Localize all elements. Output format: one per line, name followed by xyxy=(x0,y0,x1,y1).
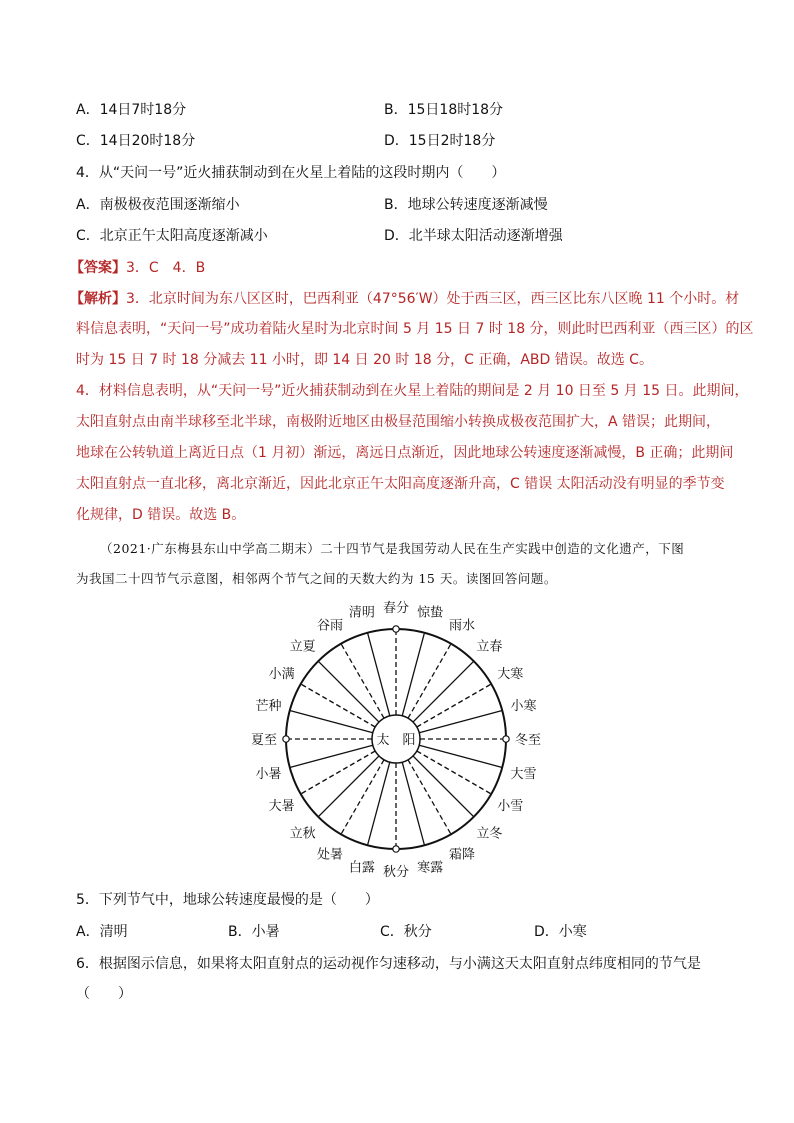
term-label-16: 大暑 xyxy=(268,799,295,814)
answer-line xyxy=(70,258,205,278)
q4-option-c: C．北京正午太阳高度逐渐减小 xyxy=(76,228,268,244)
spoke-3 xyxy=(413,661,474,722)
analysis-line-6: 地球在公转轨道上离近日点（1 月初）渐远，离远日点渐近，因此地球公转速度逐渐减慢，B 正确；此期间 xyxy=(76,445,734,461)
spoke-9 xyxy=(413,756,474,817)
term-dot-12 xyxy=(393,846,399,852)
spoke-16 xyxy=(301,751,375,794)
spoke-23 xyxy=(368,633,390,716)
term-label-21: 立夏 xyxy=(289,639,316,655)
spoke-17 xyxy=(290,745,373,767)
term-label-18: 夏至 xyxy=(250,733,278,748)
term-label-19: 芒种 xyxy=(255,698,282,714)
analysis-line-2: 料信息表明，“天问一号”成功着陆火星时为北京时间 5 月 15 日 7 时 18 分，则此时巴西利亚（西三区）的区 xyxy=(76,321,754,337)
q6-stem-2: （ ） xyxy=(76,986,132,1002)
spoke-7 xyxy=(419,745,502,767)
term-label-2: 雨水 xyxy=(448,618,476,634)
spoke-15 xyxy=(318,756,379,817)
q5-option-a: A．清明 xyxy=(76,924,128,940)
q5-option-c: C．秋分 xyxy=(380,924,432,940)
spoke-1 xyxy=(402,633,424,716)
term-label-22: 谷雨 xyxy=(316,618,344,634)
term-label-13: 白露 xyxy=(348,860,375,876)
term-label-6: 冬至 xyxy=(514,733,542,748)
q5-stem: 5．下列节气中，地球公转速度最慢的是（ ） xyxy=(76,892,379,908)
q6-stem: 6．根据图示信息，如果将太阳直射点的运动视作匀速移动，与小满这天太阳直射点纬度相同的节气是 xyxy=(76,956,701,972)
term-label-1: 惊蛰 xyxy=(417,605,444,621)
q4-option-b: B．地球公转速度逐渐减慢 xyxy=(384,197,548,213)
analysis-line-4: 4．材料信息表明，从“天问一号”近火捕获制动到在火星上着陆的期间是 2 月 10 日至 5 月 15 日。此期间， xyxy=(76,383,749,399)
spoke-21 xyxy=(318,661,379,722)
term-label-0: 春分 xyxy=(382,601,410,616)
spoke-2 xyxy=(408,644,451,718)
spoke-5 xyxy=(419,711,502,733)
intro-line-2: 为我国二十四节气示意图，相邻两个节气之间的天数大约为 15 天。读图回答问题。 xyxy=(76,571,557,586)
analysis-label: 【解析】 xyxy=(70,291,126,307)
answer-label: 【答案】 xyxy=(70,260,126,276)
q3-option-d: D．15日2时18分 xyxy=(384,133,496,149)
spoke-22 xyxy=(341,644,384,718)
spoke-8 xyxy=(417,751,491,794)
term-label-7: 大雪 xyxy=(510,767,537,783)
q3-option-c: C．14日20时18分 xyxy=(76,133,196,149)
spoke-4 xyxy=(417,684,491,727)
term-label-17: 小暑 xyxy=(255,767,282,783)
term-label-14: 处暑 xyxy=(316,847,344,863)
term-label-5: 小寒 xyxy=(510,698,537,714)
term-label-4: 大寒 xyxy=(497,667,524,682)
spoke-19 xyxy=(290,711,373,733)
analysis-text-1: 3．北京时间为东八区区时，巴西利亚（47°56′W）处于西三区，西三区比东八区晚 11 个小时。材 xyxy=(126,291,740,307)
term-label-9: 立冬 xyxy=(476,826,503,842)
analysis-line-7: 太阳直射点一直北移，离北京渐近，因此北京正午太阳高度逐渐升高，C 错误 太阳活动没有明显的季节变 xyxy=(76,476,725,492)
q5-option-b: B．小暑 xyxy=(228,924,280,940)
term-label-20: 小满 xyxy=(268,667,295,682)
analysis-line-5: 太阳直射点由南半球移至北半球，南极附近地区由极昼范围缩小转换成极夜范围扩大，A 错误；此期间， xyxy=(76,414,721,430)
sun-label: 太 阳 xyxy=(376,733,416,748)
term-label-12: 秋分 xyxy=(382,865,410,880)
spoke-11 xyxy=(402,762,424,845)
term-label-23: 清明 xyxy=(348,605,375,621)
q4-stem: 4．从“天问一号”近火捕获制动到在火星上着陆的这段时期内（ ） xyxy=(76,165,506,181)
term-dot-6 xyxy=(503,736,509,742)
q3-option-b: B．15日18时18分 xyxy=(384,102,504,118)
spoke-13 xyxy=(368,762,390,845)
term-label-10: 霜降 xyxy=(448,847,476,863)
term-label-11: 寒露 xyxy=(417,860,444,876)
analysis-line-8: 化规律，D 错误。故选 B。 xyxy=(76,507,246,523)
q3-option-a: A．14日7时18分 xyxy=(76,102,187,118)
solar-terms-diagram xyxy=(220,596,580,886)
term-dot-18 xyxy=(283,736,289,742)
term-dot-0 xyxy=(393,626,399,632)
answer-text: 3．C 4．B xyxy=(126,260,206,276)
q4-option-d: D．北半球太阳活动逐渐增强 xyxy=(384,228,563,244)
spoke-10 xyxy=(408,760,451,834)
term-label-3: 立春 xyxy=(476,639,503,655)
term-label-15: 立秋 xyxy=(289,826,316,842)
analysis-line-1 xyxy=(70,289,739,309)
q4-option-a: A．南极极夜范围逐渐缩小 xyxy=(76,197,240,213)
analysis-line-3: 时为 15 日 7 时 18 分减去 11 小时，即 14 日 20 时 18 分，C 正确，ABD 错误。故选 C。 xyxy=(76,352,653,368)
q5-option-d: D．小寒 xyxy=(534,924,587,940)
term-label-8: 小雪 xyxy=(497,799,524,814)
spoke-20 xyxy=(301,684,375,727)
spoke-14 xyxy=(341,760,384,834)
intro-line-1: （2021·广东梅县东山中学高二期末）二十四节气是我国劳动人民在生产实践中创造的文化遗产，下图 xyxy=(100,541,685,556)
